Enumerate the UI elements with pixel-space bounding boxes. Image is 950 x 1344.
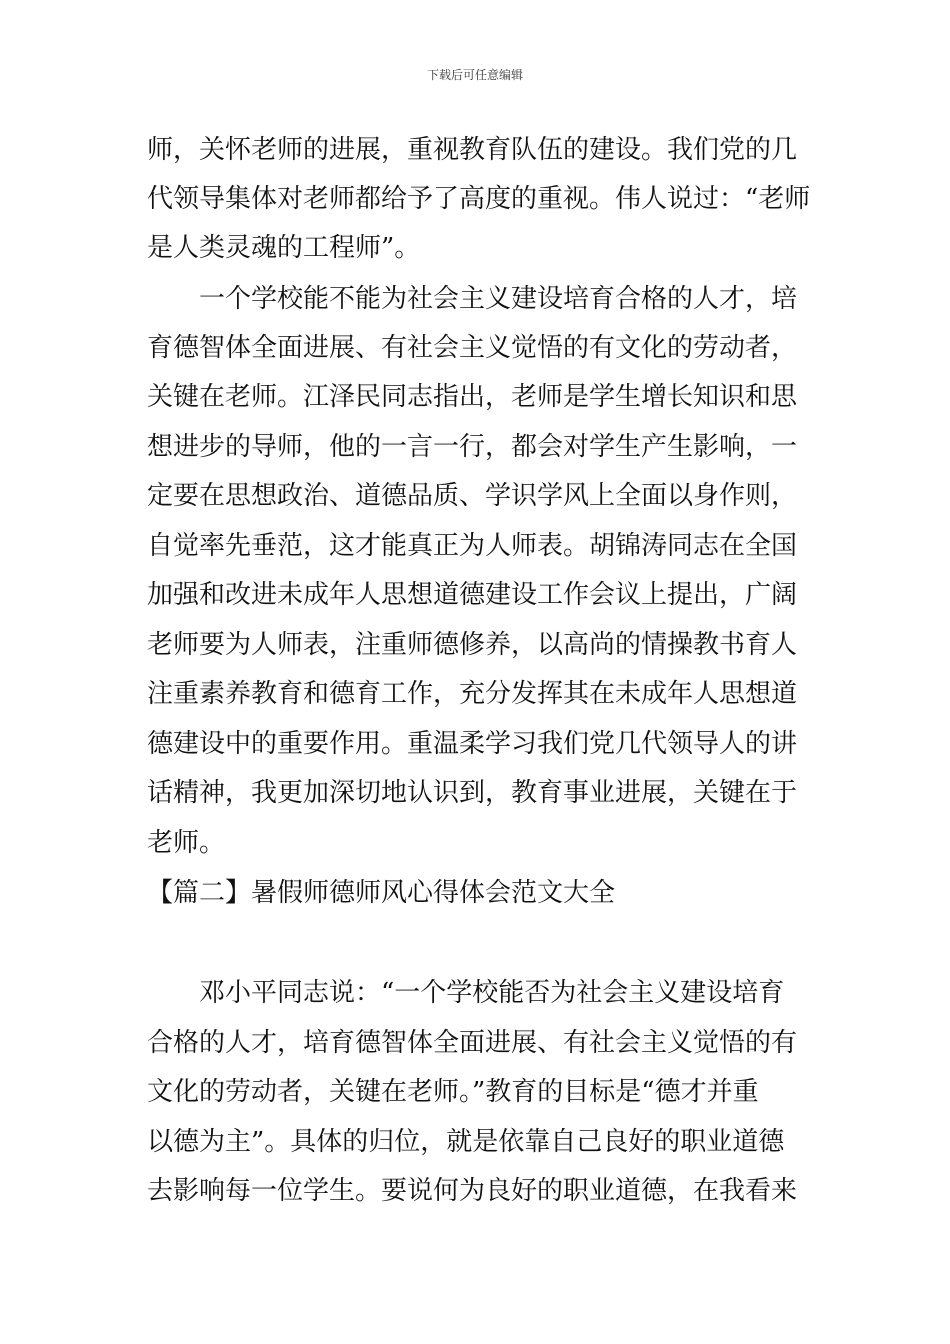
text-line: 加强和改进未成年人思想道德建设工作会议上提出，广阔 (147, 580, 798, 610)
page-header: 下载后可任意编辑 (426, 68, 523, 82)
text-line: 自觉率先垂范，这才能真正为人师表。胡锦涛同志在全国 (147, 531, 798, 561)
text-line: 德建设中的重要作用。重温柔学习我们党几代领导人的讲 (147, 729, 798, 759)
text-line: 老师。 (147, 828, 226, 858)
text-line: 育德智体全面进展、有社会主义觉悟的有文化的劳动者， (147, 333, 798, 363)
text-line: 去影响每一位学生。要说何为良好的职业道德，在我看来 (147, 1176, 798, 1206)
text-line: 一个学校能不能为社会主义建设培育合格的人才，培 (147, 284, 798, 314)
text-line: 想进步的导师，他的一言一行，都会对学生产生影响，一 (147, 432, 798, 462)
text-line: 关键在老师。江泽民同志指出，老师是学生增长知识和思 (147, 382, 798, 412)
text-line: 以德为主”。具体的归位，就是依靠自己良好的职业道德 (147, 1127, 785, 1157)
text-line: 注重素养教育和德育工作，充分发挥其在未成年人思想道 (147, 679, 798, 709)
text-line: 合格的人才，培育德智体全面进展、有社会主义觉悟的有 (147, 1028, 798, 1058)
text-line: 师，关怀老师的进展，重视教育队伍的建设。我们党的几 (147, 135, 798, 165)
section-heading: 【篇二】暑假师德师风心得体会范文大全 (147, 878, 616, 908)
text-line: 邓小平同志说：“一个学校能否为社会主义建设培育 (147, 978, 785, 1008)
text-line: 是人类灵魂的工程师”。 (147, 233, 421, 263)
text-line: 话精神，我更加深切地认识到，教育事业进展，关键在于 (147, 778, 798, 808)
text-line: 定要在思想政治、道德品质、学识学风上全面以身作则， (147, 481, 798, 511)
text-line: 代领导集体对老师都给予了高度的重视。伟人说过：“老师 (147, 184, 811, 214)
text-line: 老师要为人师表，注重师德修养，以高尚的情操教书育人 (147, 630, 798, 660)
text-line: 文化的劳动者，关键在老师。”教育的目标是“德才并重 (147, 1077, 759, 1107)
